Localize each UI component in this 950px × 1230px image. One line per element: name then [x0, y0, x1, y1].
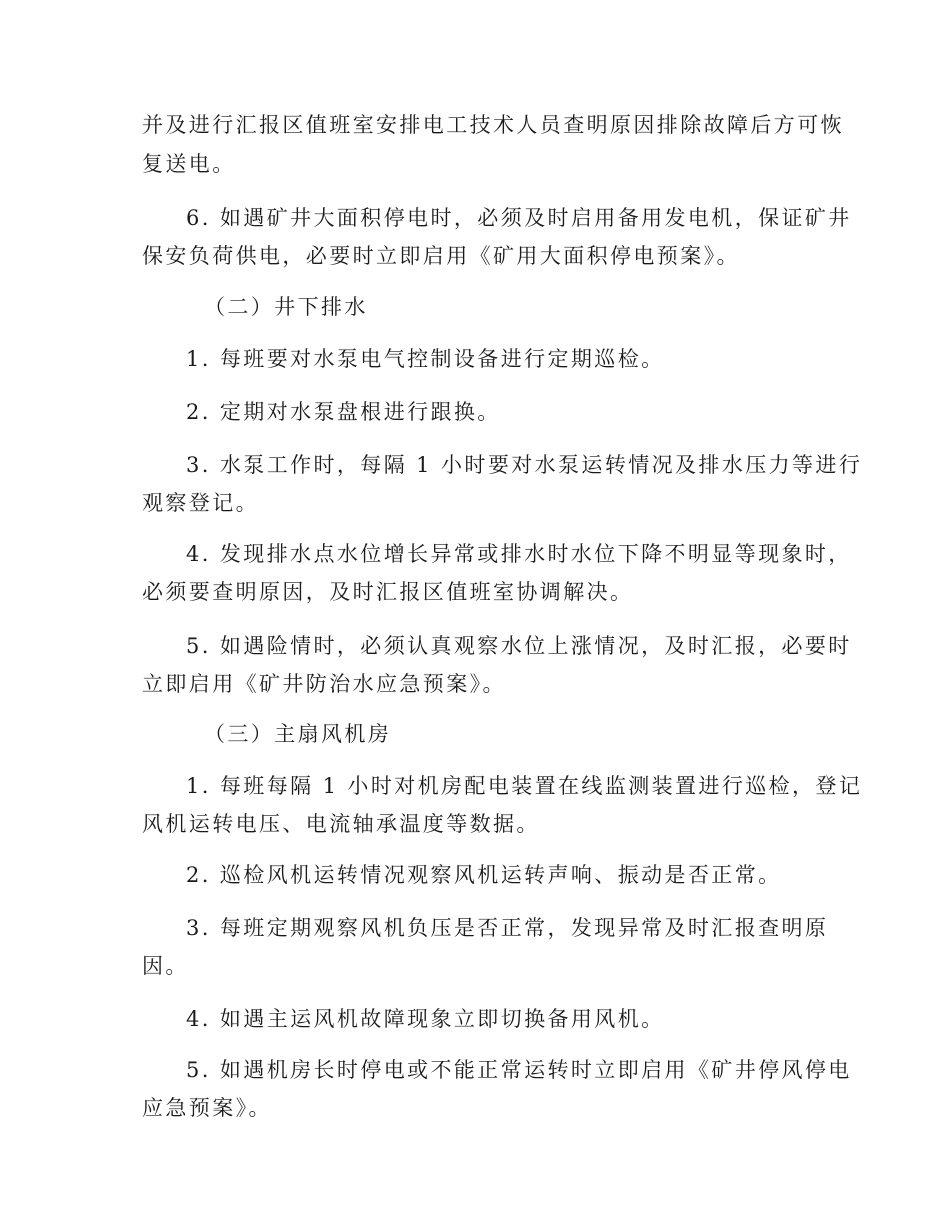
fan-item-3-line-1: 3. 每班定期观察风机负压是否正常，发现异常及时汇报查明原 [186, 916, 829, 940]
drainage-item-3-line-2: 观察登记。 [142, 491, 259, 515]
drainage-item-1: 1. 每班要对水泵电气控制设备进行定期巡检。 [186, 347, 665, 371]
paragraph-continuation-line: 复送电。 [142, 152, 236, 176]
drainage-item-3-line-1: 3. 水泵工作时，每隔 1 小时要对水泵运转情况及排水压力等进行 [186, 453, 863, 477]
section-heading-fan-room: （三）主扇风机房 [204, 722, 392, 746]
drainage-item-5-line-2: 立即启用《矿井防治水应急预案》。 [142, 672, 506, 696]
fan-item-1-line-2: 风机运转电压、电流轴承温度等数据。 [142, 812, 540, 836]
item-6-line-1: 6. 如遇矿井大面积停电时，必须及时启用备用发电机，保证矿井 [186, 206, 852, 230]
drainage-item-4-line-2: 必须要查明原因，及时汇报区值班室协调解决。 [142, 580, 634, 604]
fan-item-2: 2. 巡检风机运转情况观察风机运转声响、振动是否正常。 [186, 863, 782, 887]
fan-item-5-line-2: 应急预案》。 [142, 1096, 272, 1120]
fan-item-1-line-1: 1. 每班每隔 1 小时对机房配电装置在线监测装置进行巡检，登记 [186, 774, 863, 798]
paragraph-continuation-line: 并及进行汇报区值班室安排电工技术人员查明原因排除故障后方可恢 [142, 113, 844, 137]
drainage-item-4-line-1: 4. 发现排水点水位增长异常或排水时水位下降不明显等现象时， [186, 542, 852, 566]
section-heading-drainage: （二）井下排水 [204, 295, 368, 319]
fan-item-5-line-1: 5. 如遇机房长时停电或不能正常运转时立即启用《矿井停风停电 [186, 1058, 852, 1082]
fan-item-4: 4. 如遇主运风机故障现象立即切换备用风机。 [186, 1007, 665, 1031]
drainage-item-5-line-1: 5. 如遇险情时，必须认真观察水位上涨情况，及时汇报，必要时 [186, 634, 852, 658]
fan-item-3-line-2: 因。 [142, 954, 189, 978]
item-6-line-2: 保安负荷供电，必要时立即启用《矿用大面积停电预案》。 [142, 244, 740, 268]
drainage-item-2: 2. 定期对水泵盘根进行跟换。 [186, 400, 501, 424]
